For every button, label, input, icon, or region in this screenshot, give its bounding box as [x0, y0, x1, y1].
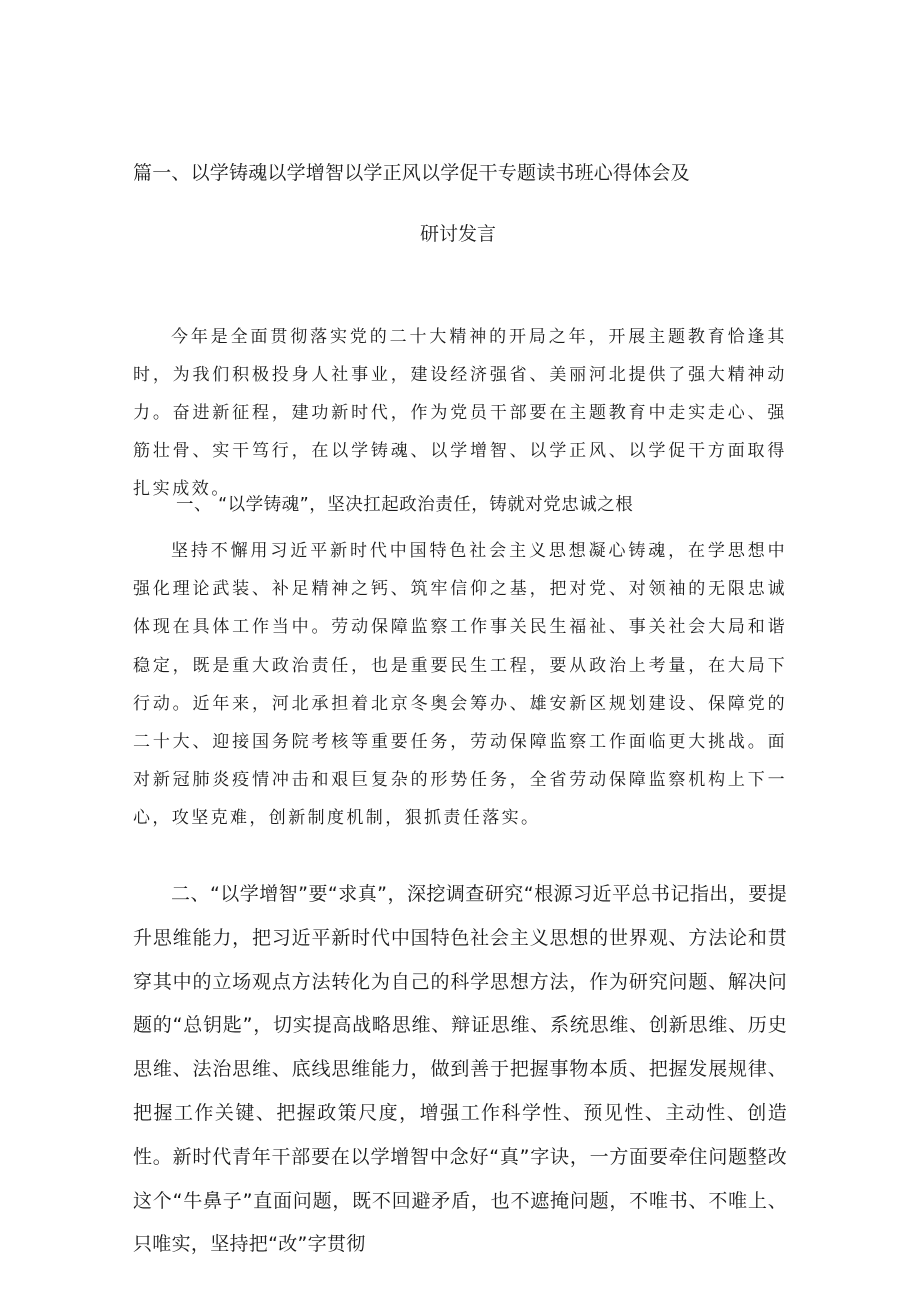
document-title: 篇一、以学铸魂以学增智以学正风以学促干专题读书班心得体会及	[133, 162, 690, 184]
document-title-continued: 研讨发言	[420, 223, 497, 245]
section-heading-1: 一、 “以学铸魂”，坚决扛起政治责任，铸就对党忠诚之根	[176, 495, 634, 515]
intro-paragraph: 今年是全面贯彻落实党的二十大精神的开局之年，开展主题教育恰逢其时，为我们积极投身人社事业，建设经济强省、美丽河北提供了强大精神动力。奋进新征程，建功新时代，作为党员干部要在主题教育中走实走心、强筋壮骨、实干笃行，在以学铸魂、以学增智、以学正风、以学促干方面取得扎实成效。	[133, 327, 787, 499]
section-1-paragraph: 坚持不懈用习近平新时代中国特色社会主义思想凝心铸魂，在学思想中强化理论武装、补足精神之钙、筑牢信仰之基，把对党、对领袖的无限忠诚体现在具体工作当中。劳动保障监察工作事关民生福祉、事关社会大局和谐稳定，既是重大政治责任，也是重要民生工程，要从政治上考量，在大局下行动。近年来，河北承担着北京冬奥会筹办、雄安新区规划建设、保障党的二十大、迎接国务院考核等重要任务，劳动保障监察工作面临更大挑战。面对新冠肺炎疫情冲击和艰巨复杂的形势任务，全省劳动保障监察机构上下一心，攻坚克难，创新制度机制，狠抓责任落实。	[133, 541, 787, 829]
section-2-paragraph: 二、“以学增智”要“求真”，深挖调查研究“根源习近平总书记指出，要提升思维能力，把习近平新时代中国特色社会主义思想的世界观、方法论和贯穿其中的立场观点方法转化为自己的科学思想方法，作为研究问题、解决问题的“总钥匙”，切实提高战略思维、辩证思维、系统思维、创新思维、历史思维、法治思维、底线思维能力，做到善于把握事物本质、把握发展规律、把握工作关键、把握政策尺度，增强工作科学性、预见性、主动性、创造性。新时代青年干部要在以学增智中念好“真”字诀，一方面要牵住问题整改这个“牛鼻子”直面问题，既不回避矛盾，也不遮掩问题，不唯书、不唯上、只唯实，坚持把“改”字贯彻	[133, 883, 787, 1256]
